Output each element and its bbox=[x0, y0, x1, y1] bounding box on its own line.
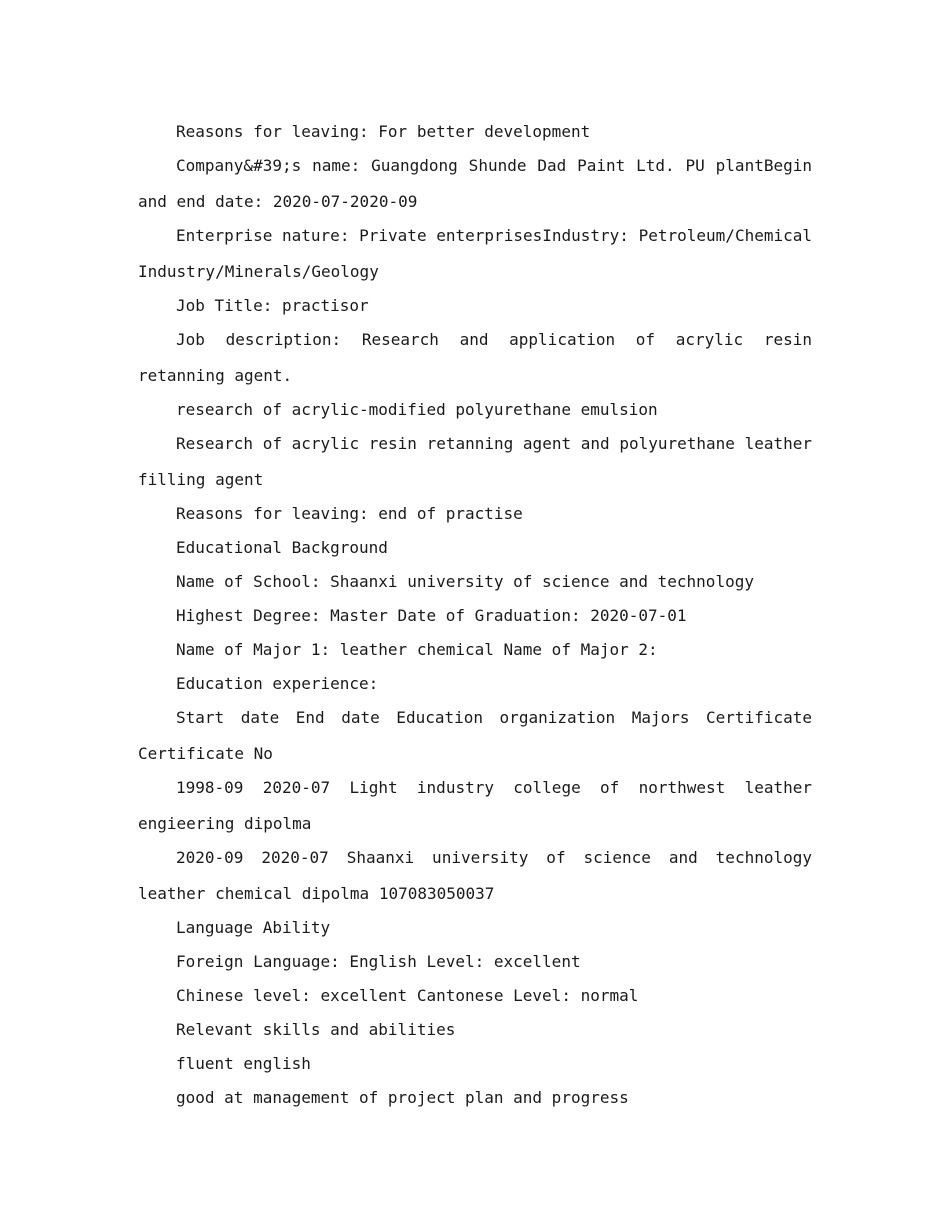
paragraph-skill-management: good at management of project plan and progress bbox=[176, 1088, 629, 1107]
paragraph-enterprise-nature: Enterprise nature: Private enterprisesIndustry: Petroleum/Chemical Industry/Minerals/Geology bbox=[138, 226, 812, 281]
paragraph-research-retanning: Research of acrylic resin retanning agent and polyurethane leather filling agent bbox=[138, 434, 812, 489]
education-table-header: Start date End date Education organization Majors Certificate Certificate No bbox=[138, 708, 812, 763]
paragraph-skill-english: fluent english bbox=[176, 1054, 311, 1073]
education-row-2: 2020-09 2020-07 Shaanxi university of science and technology leather chemical dipolma 107083050037 bbox=[138, 848, 812, 903]
paragraph-foreign-language: Foreign Language: English Level: excellent bbox=[176, 952, 581, 971]
paragraph-company-name: Company&#39;s name: Guangdong Shunde Dad Paint Ltd. PU plantBegin and end date: 2020-07-2020-09 bbox=[138, 156, 812, 211]
paragraph-chinese-level: Chinese level: excellent Cantonese Level: normal bbox=[176, 986, 639, 1005]
paragraph-job-title: Job Title: practisor bbox=[176, 296, 369, 315]
paragraph-research-emulsion: research of acrylic-modified polyurethane emulsion bbox=[176, 400, 658, 419]
heading-language-ability: Language Ability bbox=[176, 918, 331, 937]
education-row-1: 1998-09 2020-07 Light industry college of northwest leather engieering dipolma bbox=[138, 778, 812, 833]
paragraph-job-description: Job description: Research and application of acrylic resin retanning agent. bbox=[138, 330, 812, 385]
paragraph-major: Name of Major 1: leather chemical Name of Major 2: bbox=[176, 640, 658, 659]
paragraph-reasons-for-leaving-2: Reasons for leaving: end of practise bbox=[176, 504, 523, 523]
paragraph-reasons-for-leaving-1: Reasons for leaving: For better development bbox=[176, 122, 591, 141]
document-body bbox=[138, 114, 812, 1114]
heading-educational-background: Educational Background bbox=[176, 538, 388, 557]
paragraph-school-name: Name of School: Shaanxi university of science and technology bbox=[176, 572, 754, 591]
paragraph-highest-degree: Highest Degree: Master Date of Graduation: 2020-07-01 bbox=[176, 606, 687, 625]
heading-relevant-skills: Relevant skills and abilities bbox=[176, 1020, 456, 1039]
heading-education-experience: Education experience: bbox=[176, 674, 379, 693]
